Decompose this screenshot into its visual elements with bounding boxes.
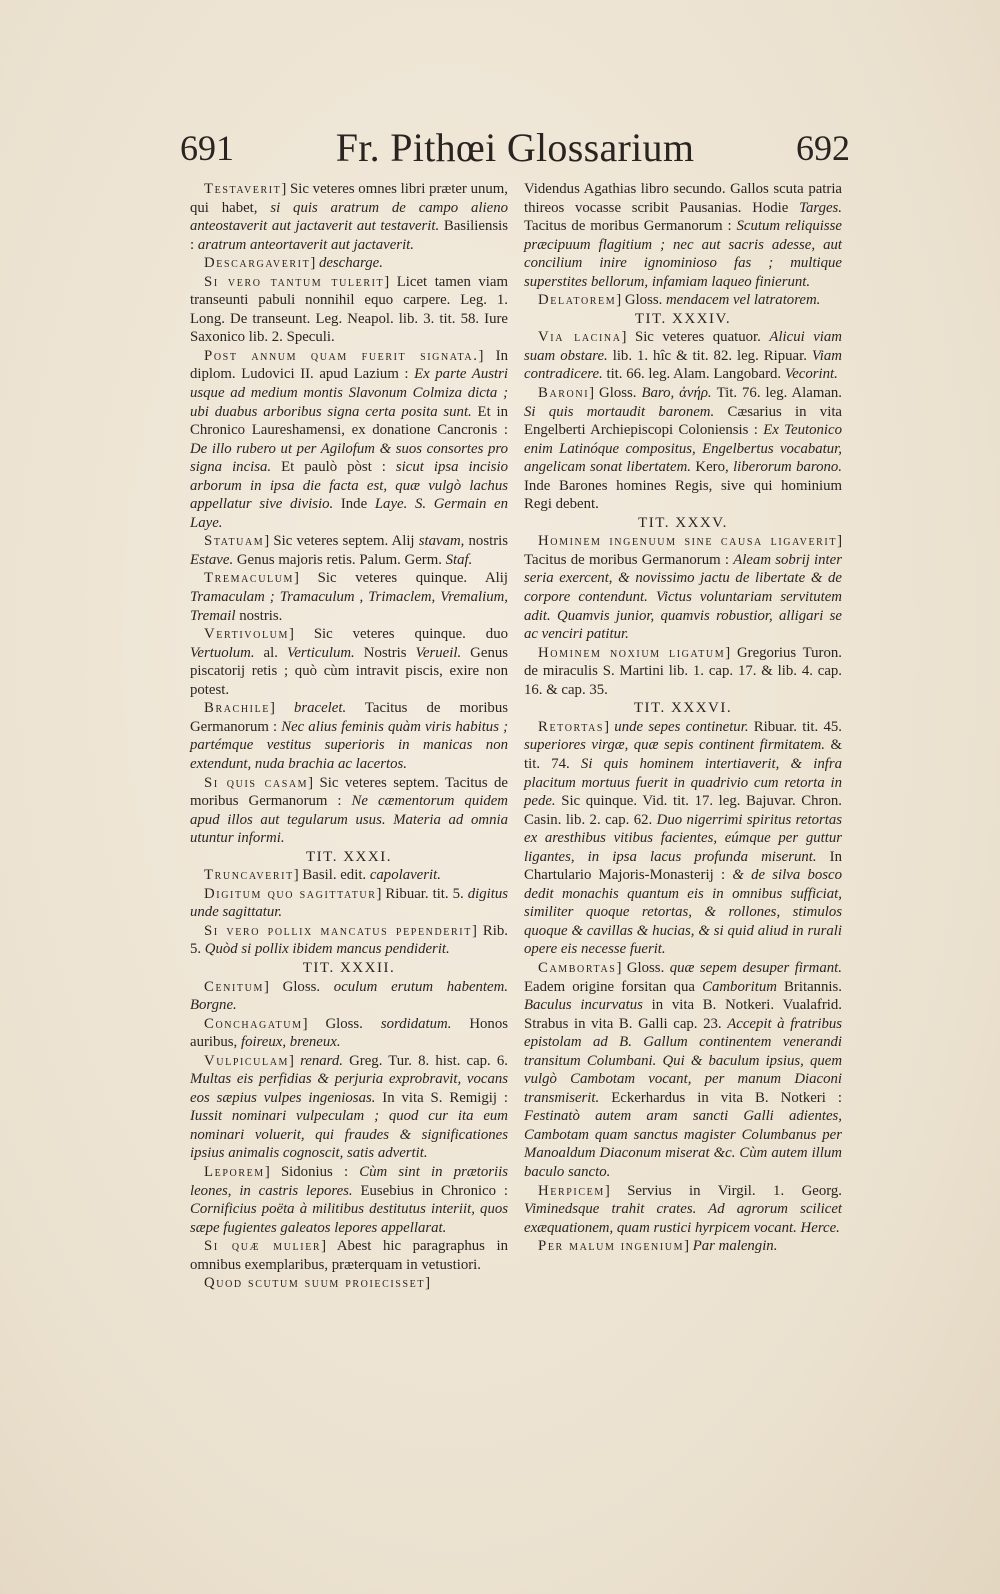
roman-text: Eusebius in Chronico : xyxy=(352,1182,508,1199)
italic-text: Viminedsque trahit crates. Ad agrorum scilicet exæquationem, quam rustici hyrpicem vocant. Herce. xyxy=(524,1201,842,1236)
italic-text: Nec alius feminis quàm viris habitus ; partémque vestitus superioris in manicas non extendunt, nuda brachia ac lacertos. xyxy=(190,718,508,772)
left-column xyxy=(190,180,508,1293)
roman-text: ] Ribuar. tit. 5. xyxy=(376,885,468,902)
section-heading: TIT. XXXV. xyxy=(638,514,728,531)
gloss-entry xyxy=(524,291,842,310)
italic-text: descharge. xyxy=(318,255,383,272)
italic-text: quæ sepem desuper firmant. xyxy=(669,959,842,976)
italic-text: Duo nigerrimi spiritus retortas ex aresthibus vitibus facientes, eúmque per guttur ligantes, in ipsa lacus profunda miserunt. xyxy=(524,811,842,865)
roman-text: Videndus Agathias libro secundo. Gallos scuta patria thireos vocasse scribit Pausanias. Hodie xyxy=(524,181,842,216)
roman-text: Tit. 76. leg. Alaman. xyxy=(711,385,842,402)
entry-lemma: Per malum ingenium xyxy=(538,1238,685,1255)
italic-text: si quis aratrum de campo alieno anteostaverit aut jactaverit aut testaverit. xyxy=(190,199,508,235)
gloss-entry xyxy=(190,922,508,959)
italic-text: Camboritum xyxy=(702,978,777,995)
roman-text: ] Gregorius Turon. de miraculis S. Martini lib. 1. cap. 17. & lib. 4. cap. 16. & cap. 35. xyxy=(524,644,842,698)
roman-text: Cæsarius in vita Engelberti Archiepiscopi Coloniensis : xyxy=(524,403,842,439)
roman-text: In Chartulario Majoris-Monasterij : xyxy=(524,848,842,884)
entry-lemma: Si vero pollix mancatus pependerit xyxy=(204,922,472,939)
italic-text: mendacem vel latratorem. xyxy=(666,292,821,309)
italic-text: Tramaculam ; Tramaculum , Trimaclem, Vremalium, Tremail xyxy=(190,589,508,624)
roman-text: Britannis. xyxy=(776,978,843,995)
roman-text: Kero, xyxy=(691,459,734,476)
entry-lemma: Leporem xyxy=(204,1163,265,1180)
italic-text: Staf. xyxy=(445,551,473,568)
roman-text: Et in Chronico Laureshamensi, ex donatione Cancronis : xyxy=(190,403,508,439)
roman-text: ] Abest hic paragraphus in omnibus exemplaribus, præterquam in vetustiori. xyxy=(190,1238,508,1273)
italic-text: liberorum barono. xyxy=(733,459,842,476)
entry-lemma: Tremaculum xyxy=(204,570,295,587)
entry-lemma: Si quis casam xyxy=(204,774,309,791)
roman-text: Tacitus de moribus Germanorum : xyxy=(190,700,508,735)
page-number-right: 692 xyxy=(796,128,850,168)
italic-text: superiores virgæ, quæ sepis continent firmitatem. xyxy=(524,737,825,754)
gloss-entry xyxy=(190,532,508,569)
gloss-entry xyxy=(190,1015,508,1052)
roman-text: & tit. 74. xyxy=(524,737,842,772)
roman-text: Et paulò pòst : xyxy=(271,459,396,476)
gloss-entry xyxy=(524,532,842,643)
entry-lemma: Retortas xyxy=(538,718,605,735)
gloss-entry xyxy=(190,885,508,922)
gloss-entry xyxy=(190,254,508,273)
gloss-entry xyxy=(190,569,508,625)
roman-text: Ribuar. tit. 45. xyxy=(748,718,843,735)
entry-lemma: Hominem noxium ligatum xyxy=(538,644,726,661)
gloss-entry xyxy=(190,1274,508,1293)
entry-lemma: Digitum quo sagittatur xyxy=(204,885,377,902)
italic-text: Targes. xyxy=(799,199,842,216)
italic-text: renard. xyxy=(300,1052,343,1069)
italic-text: Cùm sint in prætoriis leones, in castris lepores. xyxy=(190,1163,508,1199)
roman-text: Eadem origine forsitan qua xyxy=(524,978,703,995)
gloss-entry xyxy=(190,1052,508,1163)
roman-text: Eckerhardus in vita B. Notkeri : xyxy=(599,1089,842,1106)
roman-text: In vita S. Remigij : xyxy=(375,1089,508,1106)
italic-text: Scutum reliquisse præcipuum flagitium ; nec aut sacris adesse, aut concilium inire ignominioso fas ; multique superstites bellorum, infamiam laqueo finierunt. xyxy=(524,218,842,290)
roman-text: al. xyxy=(254,644,287,661)
gloss-entry xyxy=(190,347,508,532)
italic-text: bracelet. xyxy=(293,700,347,717)
page-number-left: 691 xyxy=(180,128,234,168)
roman-text: Honos auribus, xyxy=(190,1015,508,1051)
italic-text: capolaverit. xyxy=(369,867,441,884)
roman-text: Tacitus de moribus Germanorum : xyxy=(524,218,737,235)
gloss-entry xyxy=(190,1163,508,1237)
entry-lemma: Conchagatum xyxy=(204,1015,303,1032)
italic-text: sordidatum. xyxy=(380,1015,452,1032)
entry-lemma: Vulpiculam xyxy=(204,1052,290,1069)
entry-lemma: Si vero tantum tulerit xyxy=(204,273,385,290)
entry-lemma: Cambortas xyxy=(538,959,617,976)
gloss-entry xyxy=(524,384,842,514)
roman-text: Sic quinque. Vid. tit. 17. leg. Bajuvar. Chron. Casin. lib. 2. cap. 62. xyxy=(524,793,842,828)
entry-lemma: Truncaverit xyxy=(204,867,294,884)
roman-text: ] Servius in Virgil. 1. Georg. xyxy=(604,1182,842,1199)
roman-text: ] Sic veteres quatuor. xyxy=(621,329,770,346)
italic-text: Quòd si pollix ibidem mancus pendiderit. xyxy=(204,941,450,958)
italic-text: Ex parte Austri usque ad medium montis Slavonum Colmiza dicta ; ubi duabus arboribus signa certa posita sunt. xyxy=(190,366,508,420)
italic-text: Ex Teutonico enim Latinóque compositus, Engelbertus vocabatur, angelicam sonat libertatem. xyxy=(524,422,842,476)
section-heading: TIT. XXXVI. xyxy=(633,700,733,717)
italic-text: Alicui viam suam obstare. xyxy=(524,329,842,364)
roman-text: ] Licet tamen viam transeunti pabuli nonnihil equo carpere. Leg. 1. Long. De transeunt. Leg. Neapol. lib. 3. tit. 58. Iure Saxonico lib. 2. Speculi. xyxy=(190,273,508,346)
entry-lemma: Statuam xyxy=(204,533,265,550)
italic-text: Vertuolum. xyxy=(190,644,255,661)
roman-text: lib. 1. hîc & tit. 82. leg. Ripuar. xyxy=(607,347,812,364)
right-column xyxy=(524,180,842,1256)
roman-text: ] Gloss. xyxy=(263,978,334,995)
roman-text: ] Gloss. xyxy=(589,385,642,402)
gloss-entry xyxy=(524,1237,842,1256)
gloss-entry xyxy=(190,774,508,848)
roman-text: nostris xyxy=(464,533,508,550)
entry-lemma: Baroni xyxy=(538,385,590,402)
entry-lemma: Brachile xyxy=(204,700,270,717)
gloss-entry xyxy=(190,866,508,885)
section-heading: TIT. XXXIV. xyxy=(634,310,732,327)
italic-text: Multas eis perfidias & perjuria exprobravit, vocans eos sæpius vulpes ingeniosas. xyxy=(190,1071,508,1106)
roman-text: ] Sic veteres quinque. duo xyxy=(288,626,508,643)
italic-text: Baro, ἀνήρ. xyxy=(641,385,712,402)
roman-text: Genus majoris retis. Palum. Germ. xyxy=(233,551,446,568)
roman-text: Basiliensis : xyxy=(190,218,508,253)
roman-text: ] Tacitus de moribus Germanorum : xyxy=(524,533,842,568)
italic-text: Si quis hominem intertiaverit, & infra placitum mortuus fuerit in quadrivio cum retorta in pede. xyxy=(524,755,842,810)
roman-text: Genus piscatorij retis ; quò cùm intravit piscis, exire non potest. xyxy=(190,644,508,698)
roman-text: Nostris xyxy=(354,644,416,661)
roman-text: ] In diplom. Ludovici II. apud Lazium : xyxy=(190,347,509,383)
roman-text: ] Sic veteres quinque. Alij xyxy=(294,570,508,587)
gloss-entry xyxy=(524,180,842,291)
italic-text: Accepit à fratribus epistolam ad B. Gallum continentem venerandi transitum Columbani. Qui & baculum ipsius, quem vulgò Cambotam vocant, per manum Diaconi transmiserit. xyxy=(524,1015,842,1106)
italic-text: aratrum anteortaverit aut jactaverit. xyxy=(197,236,414,253)
section-heading: TIT. XXXI. xyxy=(306,848,392,865)
roman-text: Inde Barones homines Regis, sive qui hominium Regi debent. xyxy=(524,477,842,513)
roman-text: ] Sidonius : xyxy=(264,1163,360,1180)
entry-lemma: Delatorem xyxy=(538,292,617,309)
italic-text: Par malengin. xyxy=(692,1238,778,1255)
italic-text: Laye. S. Germain en Laye. xyxy=(190,496,508,531)
italic-text: oculum erutum habentem. Borgne. xyxy=(190,978,508,1014)
roman-text: tit. 66. leg. Alam. Langobard. xyxy=(602,366,785,383)
roman-text: ] xyxy=(289,1052,301,1069)
italic-text: Vecorint. xyxy=(784,366,838,383)
italic-text: digitus unde sagittatur. xyxy=(190,885,508,921)
roman-text: ] xyxy=(270,700,294,717)
roman-text: ] xyxy=(604,718,615,735)
roman-text: in vita B. Notkeri. Vualafrid. Strabus in vita B. Galli cap. 23. xyxy=(524,997,842,1032)
roman-text: ] Rib. 5. xyxy=(190,922,508,958)
page-header xyxy=(180,120,850,176)
italic-text: & de silva bosco dedit monachis quantum eis in omnibus sufficiat, similiter quoque retortas, & rollones, stimulos quoque & cavillas & hucias, & si quid aliud in rurali opere eis necesse fuerit. xyxy=(524,867,842,958)
roman-text: ] xyxy=(310,255,319,272)
italic-text: stavam, xyxy=(418,533,465,550)
roman-text: ] Sic veteres septem. Alij xyxy=(264,533,419,550)
running-title: Fr. Pithœi Glossarium xyxy=(335,125,695,170)
gloss-entry xyxy=(190,699,508,773)
roman-text: ] Sic veteres omnes libri præter unum, qui habet, xyxy=(190,181,508,216)
roman-text: ] Gloss. xyxy=(616,959,670,976)
roman-text: ] xyxy=(425,1275,430,1292)
italic-text: Verueil. xyxy=(415,644,462,661)
italic-text: Festinatò autem aram sancti Galli adientes, Cambotam quam sanctus magister Columbanus per Manoaldum Diaconum miserat &c. Cùm autem illum baculo sancto. xyxy=(524,1108,842,1180)
entry-lemma: Post annum quam fuerit signata. xyxy=(204,347,479,364)
italic-text: Si quis mortaudit baronem. xyxy=(524,403,715,420)
roman-text: ] Basil. edit. xyxy=(293,867,370,884)
entry-lemma: Herpicem xyxy=(538,1182,605,1199)
italic-text: Ne cæmentorum quidem apud illos aut tegularum usus. Materia ad omnia utuntur informi. xyxy=(190,793,508,847)
italic-text: Aleam sobrij inter seria exercent, & novissimo jactu de libertate & de corpore contendunt. Victus voluntariam servitutem adit. Quamvis junior, quamvis robustior, alligari se ac venciri patitur. xyxy=(524,551,842,643)
entry-lemma: Via lacina xyxy=(538,329,622,346)
entry-lemma: Vertivolum xyxy=(204,626,289,643)
italic-text: Viam contradicere. xyxy=(524,347,842,383)
entry-lemma: Si quæ mulier xyxy=(204,1238,322,1255)
italic-text: foireux, breneux. xyxy=(240,1034,341,1051)
gloss-entry xyxy=(524,1182,842,1238)
entry-lemma: Hominem ingenuum sine causa ligaverit xyxy=(538,533,838,550)
italic-text: Iussit nominari vulpeculam ; quod cur ita eum nominari voluerit, qui fraudes & significationes ipsius animalis cognoscit, satis advertit. xyxy=(190,1108,508,1162)
italic-text: sicut ipsa incisio arborum in ipsa die facta est, quæ vulgò lachus appellatur sive divisio. xyxy=(190,459,508,513)
roman-text: ] Gloss. xyxy=(302,1015,381,1032)
gloss-entry xyxy=(190,625,508,699)
gloss-entry xyxy=(524,718,842,959)
entry-lemma: Cenitum xyxy=(204,978,264,995)
gloss-entry xyxy=(190,978,508,1015)
section-heading: TIT. XXXII. xyxy=(302,959,396,976)
italic-text: unde sepes continetur. xyxy=(614,718,749,735)
italic-text: Verticulum. xyxy=(286,644,355,661)
gloss-entry xyxy=(190,1237,508,1274)
roman-text: ] Gloss. xyxy=(616,292,666,309)
entry-lemma: Quod scutum suum proiecisset xyxy=(204,1275,426,1292)
roman-text: Inde xyxy=(333,496,375,513)
gloss-entry xyxy=(190,180,508,254)
roman-text: Greg. Tur. 8. hist. cap. 6. xyxy=(342,1052,508,1069)
roman-text: nostris. xyxy=(235,607,283,624)
italic-text: De illo rubero ut per Agilofum & suos consortes pro signa incisa. xyxy=(190,440,508,476)
italic-text: Baculus incurvatus xyxy=(524,997,643,1014)
entry-lemma: Testaverit xyxy=(204,181,282,197)
entry-lemma: Descargaverit xyxy=(204,255,311,272)
roman-text: ] xyxy=(684,1238,693,1255)
gloss-entry xyxy=(524,328,842,384)
italic-text: Cornificius poëta à militibus destitutus interiit, quos sæpe fugientes galeatos lepores appellarat. xyxy=(190,1201,508,1236)
gloss-entry xyxy=(190,273,508,347)
roman-text: ] Sic veteres septem. Tacitus de moribus Germanorum : xyxy=(190,774,508,810)
gloss-entry xyxy=(524,959,842,1182)
gloss-entry xyxy=(524,644,842,700)
italic-text: Estave. xyxy=(190,551,234,568)
